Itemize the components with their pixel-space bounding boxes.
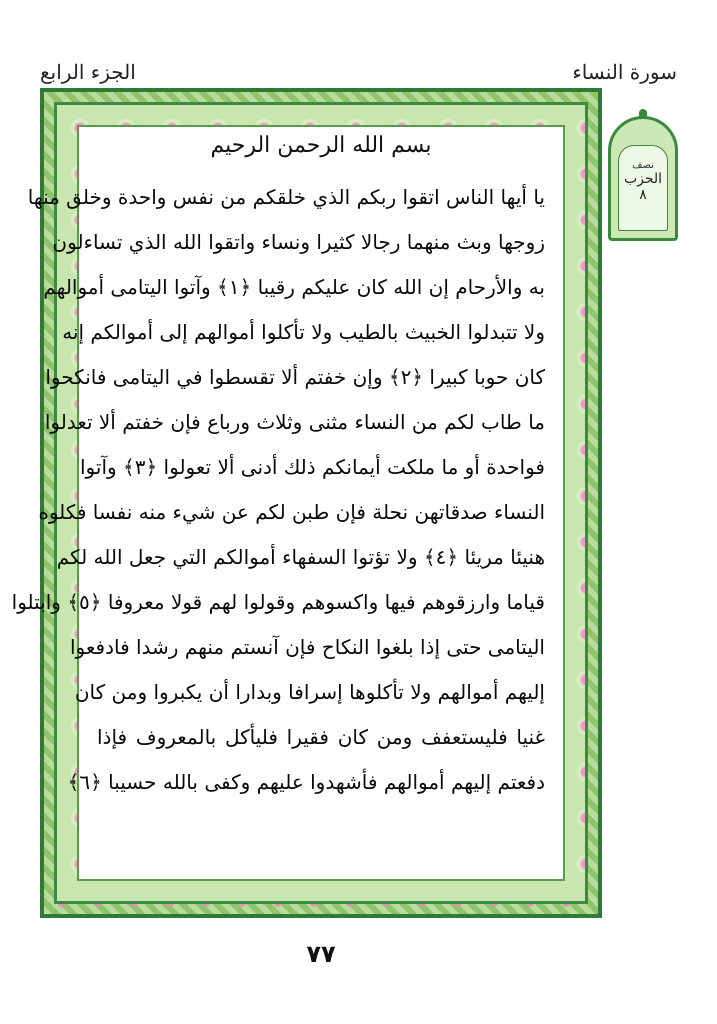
verse-line: ما طاب لكم من النساء مثنى وثلاث ورباع فإن خفتم ألا تعدلوا (44, 410, 545, 434)
page-text-area (11, 125, 565, 881)
verse-line: اليتامى حتى إذا بلغوا النكاح فإن آنستم منهم رشدا فادفعوا (69, 635, 545, 659)
basmala: بسم الله الرحمن الرحيم (210, 133, 432, 158)
header-juz: الجزء الرابع (40, 60, 136, 84)
ornamental-frame-inner (11, 102, 588, 904)
hizb-finial-icon (639, 109, 647, 119)
header-surah: سورة النساء (572, 60, 677, 84)
hizb-label: الحزب (623, 171, 663, 187)
verse-line: هنيئا مريئا ﴿٤﴾ ولا تؤتوا السفهاء أموالكم التي جعل الله لكم (56, 545, 545, 569)
verse-line: دفعتم إليهم أموالهم فأشهدوا عليهم وكفى بالله حسيبا ﴿٦﴾ (67, 770, 545, 794)
verse-line: كان حوبا كبيرا ﴿٢﴾ وإن خفتم ألا تقسطوا في اليتامى فانكحوا (45, 365, 545, 389)
hizb-number: ٨ (639, 187, 647, 203)
hizb-marker (608, 116, 678, 241)
verse-line: به والأرحام إن الله كان عليكم رقيبا ﴿١﴾ وآتوا اليتامى أموالهم (43, 275, 545, 299)
verse-line: النساء صدقاتهن نحلة فإن طبن لكم عن شيء منه نفسا فكلوه (38, 500, 545, 524)
hizb-label-top: نصف (632, 160, 654, 171)
verse-line: ولا تتبدلوا الخبيث بالطيب ولا تأكلوا أموالهم إلى أموالكم إنه (62, 320, 545, 344)
verse-line: يا أيها الناس اتقوا ربكم الذي خلقكم من نفس واحدة وخلق منها (27, 185, 545, 209)
verse-line: إليهم أموالهم ولا تأكلوها إسرافا وبدارا أن يكبروا ومن كان (74, 680, 545, 704)
verse-line: فواحدة أو ما ملكت أيمانكم ذلك أدنى ألا تعولوا ﴿٣﴾ وآتوا (79, 455, 545, 479)
verse-line: قياما وارزقوهم فيها واكسوهم وقولوا لهم قولا معروفا ﴿٥﴾ وابتلوا (11, 590, 545, 614)
verse-lines (11, 175, 545, 805)
page-number: ٧٧ (306, 940, 336, 968)
ornamental-frame (11, 88, 602, 918)
verse-line: غنيا فليستعفف ومن كان فقيرا فليأكل بالمعروف فإذا (97, 725, 545, 749)
verse-line: زوجها وبث منهما رجالا كثيرا ونساء واتقوا الله الذي تساءلون (52, 230, 545, 254)
hizb-marker-inner (618, 145, 668, 231)
